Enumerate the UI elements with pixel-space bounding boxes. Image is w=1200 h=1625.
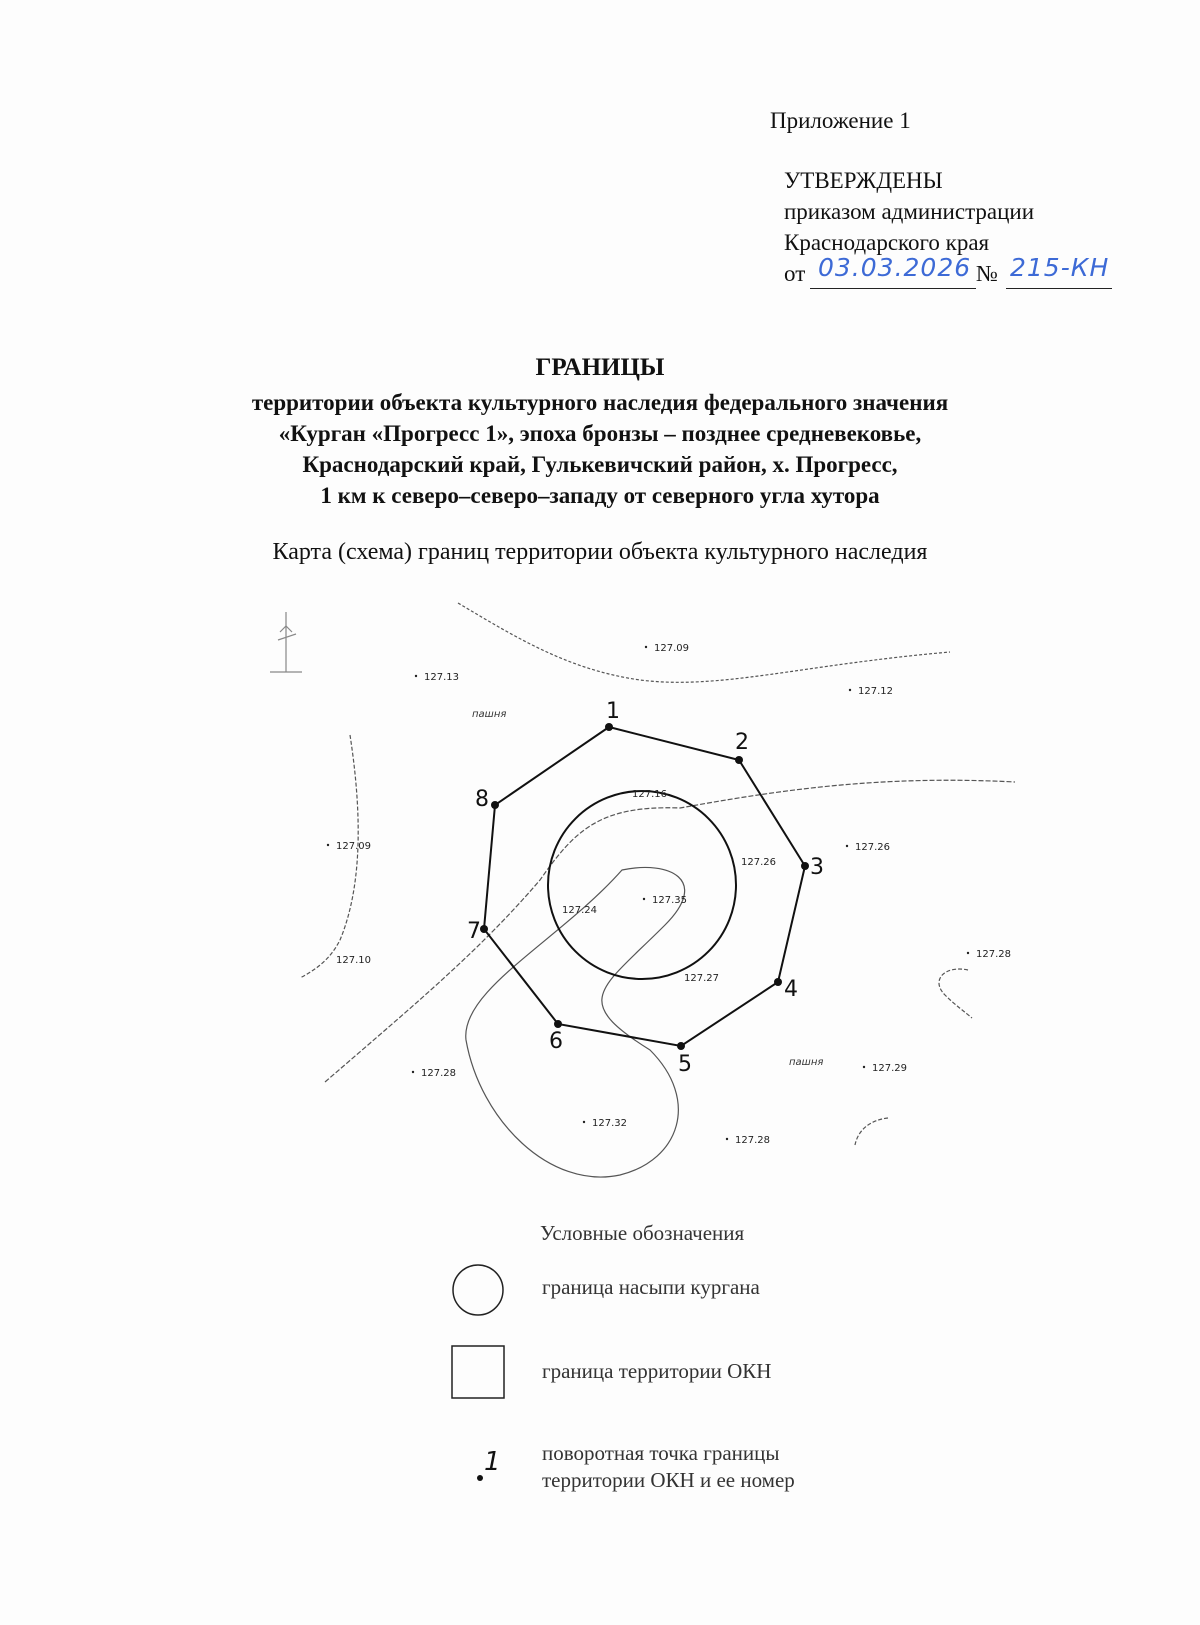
okn-territory-boundary xyxy=(484,727,805,1046)
legend-label-territory: граница территории ОКН xyxy=(542,1359,772,1383)
land-label-arable: пашня xyxy=(789,1057,824,1068)
legend-item-mound xyxy=(450,1262,970,1318)
point-number-4: 4 xyxy=(784,977,798,1002)
elevation-label: 127.13 xyxy=(424,672,459,683)
title-main: ГРАНИЦЫ xyxy=(535,354,665,381)
turning-point-8 xyxy=(491,801,499,809)
circle-legend-icon xyxy=(450,1262,506,1318)
title-line-4: 1 км к северо–северо–западу от северного угла хутора xyxy=(320,483,880,508)
elevation-label: 127.28 xyxy=(735,1135,770,1146)
legend-title: Условные обозначения xyxy=(540,1221,745,1245)
elevation-label: 127.28 xyxy=(421,1068,456,1079)
legend-label-turning-point-2: территории ОКН и ее номер xyxy=(542,1468,795,1492)
land-use-labels xyxy=(472,709,823,1068)
title-line-3: Краснодарский край, Гулькевичский район, х. Прогресс, xyxy=(302,452,898,477)
elevation-label: 127.10 xyxy=(336,955,371,966)
point-number-7: 7 xyxy=(467,919,481,944)
elevation-label: 127.28 xyxy=(976,949,1011,960)
north-arrow-icon xyxy=(270,612,302,672)
contour-line xyxy=(325,780,1015,1082)
turning-point-2 xyxy=(735,756,743,764)
handwritten-number: 215-КН xyxy=(1010,253,1110,282)
title-line-2: «Курган «Прогресс 1», эпоха бронзы – позднее средневековье, xyxy=(278,421,922,446)
date-prefix: от xyxy=(784,261,806,286)
elevation-label: 127.26 xyxy=(741,857,776,868)
elevation-label: 127.35 xyxy=(652,895,687,906)
annex-label: Приложение 1 xyxy=(770,108,911,133)
elevation-label: 127.09 xyxy=(654,643,689,654)
region-label: Краснодарского края xyxy=(784,230,990,255)
elevation-label: 127.09 xyxy=(336,841,371,852)
number-prefix: № xyxy=(976,261,998,286)
turning-point-3 xyxy=(801,862,809,870)
turning-point-6 xyxy=(554,1020,562,1028)
title-line-1: территории объекта культурного наследия федерального значения xyxy=(251,390,949,415)
legend-item-territory xyxy=(450,1344,970,1400)
turning-point-1 xyxy=(605,723,613,731)
land-label-arable: пашня xyxy=(472,709,507,720)
turning-point-4 xyxy=(774,978,782,986)
contour-line xyxy=(939,969,972,1018)
kurgan-mound-boundary xyxy=(548,791,736,979)
map-caption: Карта (схема) границ территории объекта культурного наследия xyxy=(272,539,928,565)
turning-point-5 xyxy=(677,1042,685,1050)
point-number-5: 5 xyxy=(678,1052,692,1077)
order-label: приказом администрации xyxy=(784,199,1035,224)
turning-point-glyph: 1 xyxy=(484,1447,501,1477)
contour-line xyxy=(855,1118,888,1145)
handwritten-date: 03.03.2026 xyxy=(818,253,972,282)
point-number-6: 6 xyxy=(549,1029,563,1054)
contour-line xyxy=(300,735,358,978)
elevation-label: 127.26 xyxy=(855,842,890,853)
turning-point-7 xyxy=(480,925,488,933)
point-number-2: 2 xyxy=(735,730,749,755)
point-number-3: 3 xyxy=(810,855,824,880)
turning-point-numbers xyxy=(467,699,824,1077)
elevation-label: 127.29 xyxy=(872,1063,907,1074)
contour-lines xyxy=(300,603,1015,1177)
legend-label-turning-point-1: поворотная точка границы xyxy=(542,1441,780,1465)
approved-label: УТВЕРЖДЕНЫ xyxy=(784,168,943,193)
elevation-label: 127.27 xyxy=(684,973,719,984)
square-legend-icon xyxy=(450,1344,506,1400)
turning-points xyxy=(480,723,809,1050)
elevation-label: 127.12 xyxy=(858,686,893,697)
point-number-8: 8 xyxy=(475,787,489,812)
point-number-1: 1 xyxy=(606,699,620,724)
elevation-label: 127.16 xyxy=(632,789,667,800)
elevation-label: 127.24 xyxy=(562,905,597,916)
legend-item-turning-point xyxy=(450,1436,970,1506)
contour-line xyxy=(458,603,950,682)
turning-point-legend-icon xyxy=(450,1436,506,1496)
elevation-label: 127.32 xyxy=(592,1118,627,1129)
legend-label-mound: граница насыпи кургана xyxy=(542,1275,760,1299)
elevation-marks xyxy=(327,643,1011,1146)
